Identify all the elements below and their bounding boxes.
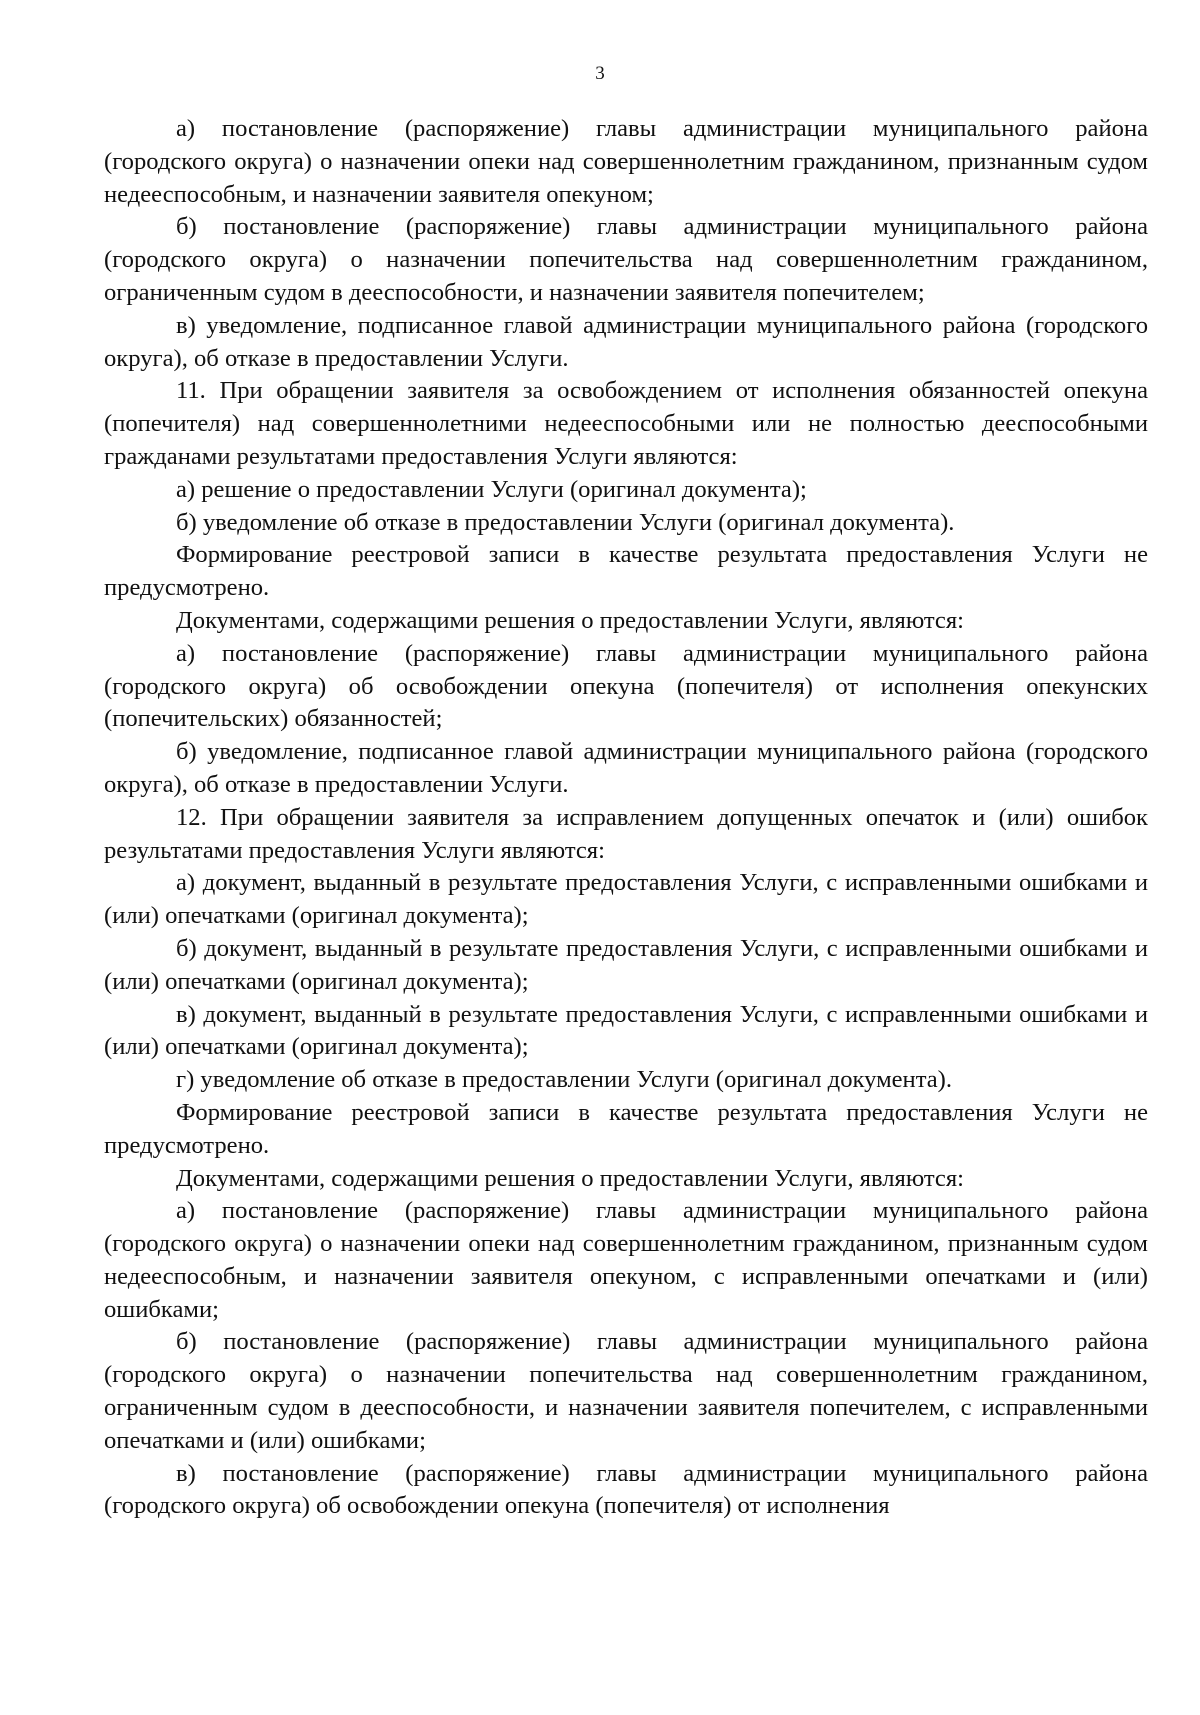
paragraph-11-heading: 11. При обращении заявителя за освобождением от исполнения обязанностей опекуна (попечителя) над совершеннолетними недееспособными или не полностью дееспособными гражданами результатами предоставления Услуги являются: <box>104 377 1148 470</box>
paragraph-12-a: а) документ, выданный в результате предоставления Услуги, с исправленными ошибками и (или) опечатками (оригинал документа); <box>104 869 1148 930</box>
paragraph-11-docs-b: б) уведомление, подписанное главой администрации муниципального района (городского округа), об отказе в предоставлении Услуги. <box>104 738 1148 798</box>
paragraph-documents-intro-2: Документами, содержащими решения о предоставлении Услуги, являются: <box>176 1164 964 1192</box>
document-body <box>104 113 1148 1523</box>
paragraph-11-b: б) уведомление об отказе в предоставлении Услуги (оригинал документа). <box>176 508 955 536</box>
paragraph-a-opeka: а) постановление (распоряжение) главы администрации муниципального района (городского округа) о назначении опеки над совершеннолетним гражданином, признанным судом недееспособным, и назначении заявителя опекуном; <box>104 115 1148 208</box>
paragraph-12-docs-v: в) постановление (распоряжение) главы администрации муниципального района (городского округа) об освобождении опекуна (попечителя) от исполнения <box>104 1459 1148 1520</box>
paragraph-12-g: г) уведомление об отказе в предоставлении Услуги (оригинал документа). <box>176 1066 953 1094</box>
paragraph-v-uvedomlenie: в) уведомление, подписанное главой администрации муниципального района (городского округа), об отказе в предоставлении Услуги. <box>104 311 1148 372</box>
paragraph-12-b: б) документ, выданный в результате предоставления Услуги, с исправленными ошибками и (или) опечатками (оригинал документа); <box>104 934 1148 995</box>
paragraph-12-heading: 12. При обращении заявителя за исправлением допущенных опечаток и (или) ошибок результатами предоставления Услуги являются: <box>104 803 1148 864</box>
page-number: 3 <box>595 63 605 84</box>
paragraph-documents-intro-1: Документами, содержащими решения о предоставлении Услуги, являются: <box>176 606 964 634</box>
paragraph-11-docs-a: а) постановление (распоряжение) главы администрации муниципального района (городского округа) об освобождении опекуна (попечителя) от исполнения опекунских (попечительских) обязанностей; <box>104 639 1148 733</box>
paragraph-12-v: в) документ, выданный в результате предоставления Услуги, с исправленными ошибками и (или) опечатками (оригинал документа); <box>104 1000 1148 1061</box>
paragraph-registry-note-2: Формирование реестровой записи в качестве результата предоставления Услуги не предусмотрено. <box>104 1098 1148 1159</box>
paragraph-12-docs-b: б) постановление (распоряжение) главы администрации муниципального района (городского округа) о назначении попечительства над совершеннолетним гражданином, ограниченным судом в дееспособности, и назначении заявителя попечителем, с исправленными опечатками и (или) ошибками; <box>104 1328 1148 1454</box>
paragraph-11-a: а) решение о предоставлении Услуги (оригинал документа); <box>176 475 807 503</box>
paragraph-b-popechitelstvo: б) постановление (распоряжение) главы администрации муниципального района (городского округа) о назначении попечительства над совершеннолетним гражданином, ограниченным судом в дееспособности, и назначении заявителя попечителем; <box>104 213 1148 306</box>
paragraph-12-docs-a: а) постановление (распоряжение) главы администрации муниципального района (городского округа) о назначении опеки над совершеннолетним гражданином, признанным судом недееспособным, и назначении заявителя опекуном, с исправленными опечатками и (или) ошибками; <box>104 1197 1148 1323</box>
paragraph-registry-note-1: Формирование реестровой записи в качестве результата предоставления Услуги не предусмотрено. <box>104 541 1148 602</box>
